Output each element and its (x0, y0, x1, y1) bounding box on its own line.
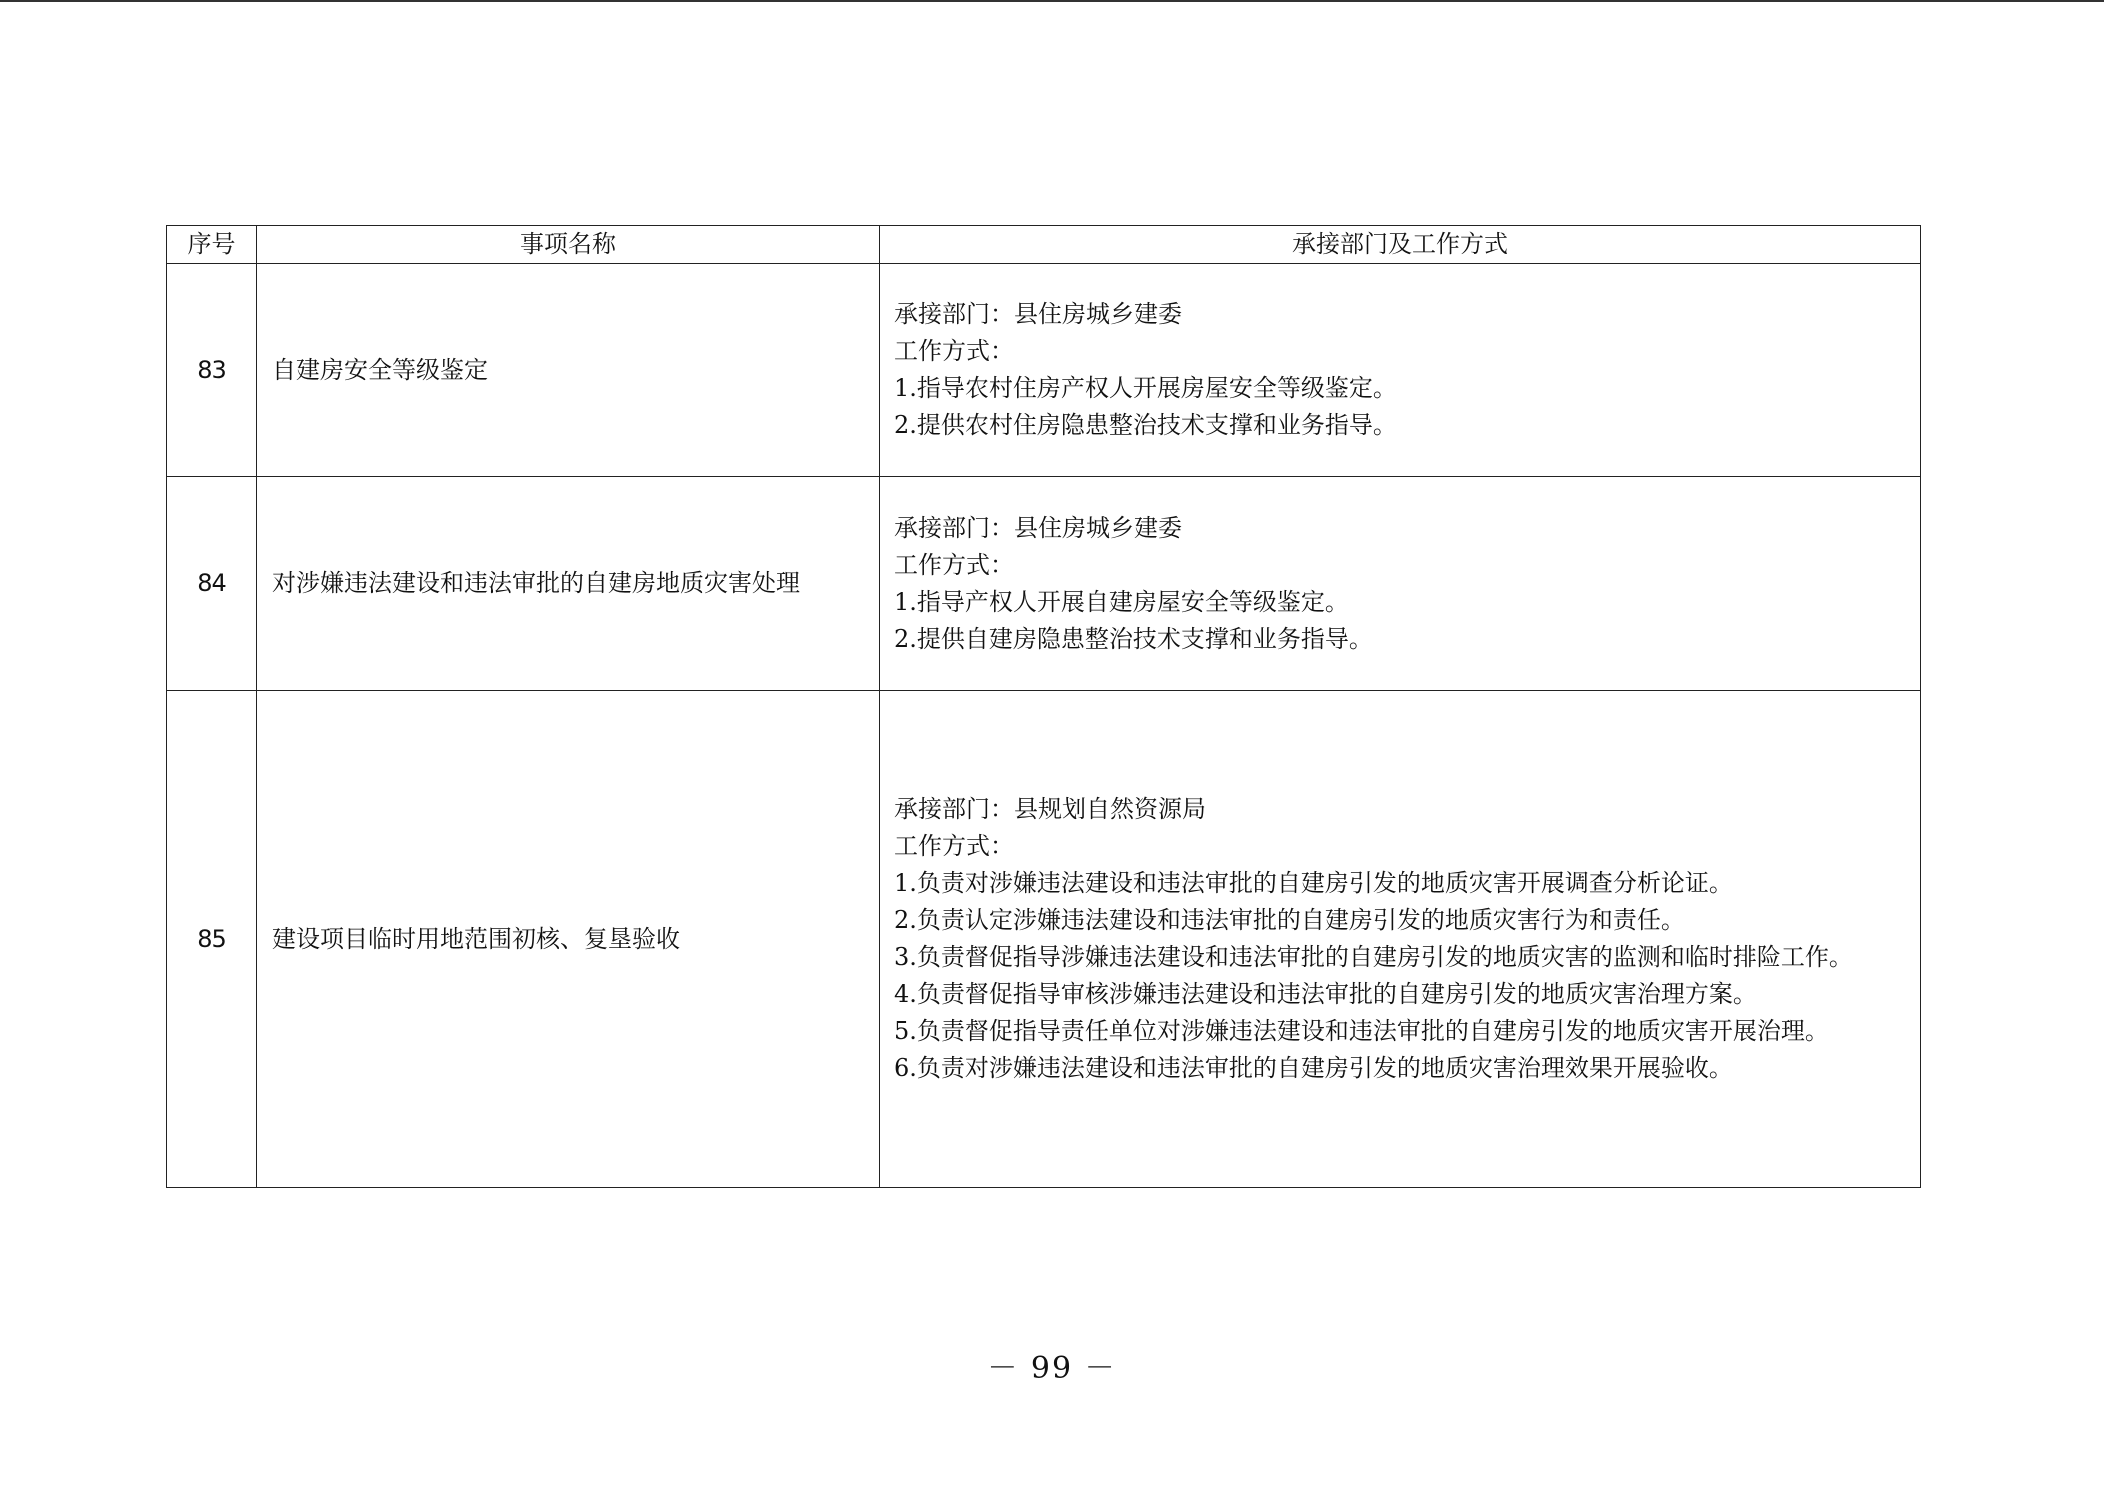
method-item-line: 2.负责认定涉嫌违法建设和违法审批的自建房引发的地质灾害行为和责任。 (894, 906, 1685, 934)
row-department-method (880, 691, 1921, 1188)
method-item-line: 5.负责督促指导责任单位对涉嫌违法建设和违法审批的自建房引发的地质灾害开展治理。 (894, 1017, 1829, 1045)
row-serial-number: 85 (167, 691, 257, 1188)
method-item-line: 1.指导农村住房产权人开展房屋安全等级鉴定。 (894, 374, 1397, 402)
row-matter-name: 对涉嫌违法建设和违法审批的自建房地质灾害处理 (257, 477, 880, 691)
row-serial-number: 83 (167, 264, 257, 477)
top-border-line (0, 0, 2104, 2)
method-label-line: 工作方式： (894, 550, 1014, 579)
row-department-method (880, 264, 1921, 477)
row-matter-name: 建设项目临时用地范围初核、复垦验收 (257, 691, 880, 1188)
method-item-line: 3.负责督促指导涉嫌违法建设和违法审批的自建房引发的地质灾害的监测和临时排险工作。 (894, 943, 1853, 971)
header-matter-name: 事项名称 (257, 226, 880, 264)
dept-line: 承接部门：县住房城乡建委 (894, 513, 1182, 542)
page-number: － 99 － (987, 1351, 1117, 1386)
table-row (167, 477, 1921, 691)
dept-line: 承接部门：县规划自然资源局 (894, 795, 1206, 823)
header-serial-number: 序号 (167, 226, 257, 264)
method-item-line: 4.负责督促指导审核涉嫌违法建设和违法审批的自建房引发的地质灾害治理方案。 (894, 980, 1757, 1008)
row-matter-name: 自建房安全等级鉴定 (257, 264, 880, 477)
table-row (167, 264, 1921, 477)
row-serial-number: 84 (167, 477, 257, 691)
method-item-line: 2.提供自建房隐患整治技术支撑和业务指导。 (894, 624, 1373, 653)
header-department-and-method: 承接部门及工作方式 (880, 226, 1921, 264)
row-department-method (880, 477, 1921, 691)
table-row (167, 691, 1921, 1188)
table-header-row (167, 226, 1921, 264)
method-label-line: 工作方式： (894, 832, 1014, 860)
method-item-line: 1.指导产权人开展自建房屋安全等级鉴定。 (894, 587, 1349, 616)
dept-line: 承接部门：县住房城乡建委 (894, 300, 1182, 328)
method-item-line: 1.负责对涉嫌违法建设和违法审批的自建房引发的地质灾害开展调查分析论证。 (894, 869, 1733, 897)
method-label-line: 工作方式： (894, 337, 1014, 365)
method-item-line: 2.提供农村住房隐患整治技术支撑和业务指导。 (894, 411, 1397, 439)
matters-table (166, 225, 1921, 1188)
method-item-line: 6.负责对涉嫌违法建设和违法审批的自建房引发的地质灾害治理效果开展验收。 (894, 1054, 1733, 1082)
